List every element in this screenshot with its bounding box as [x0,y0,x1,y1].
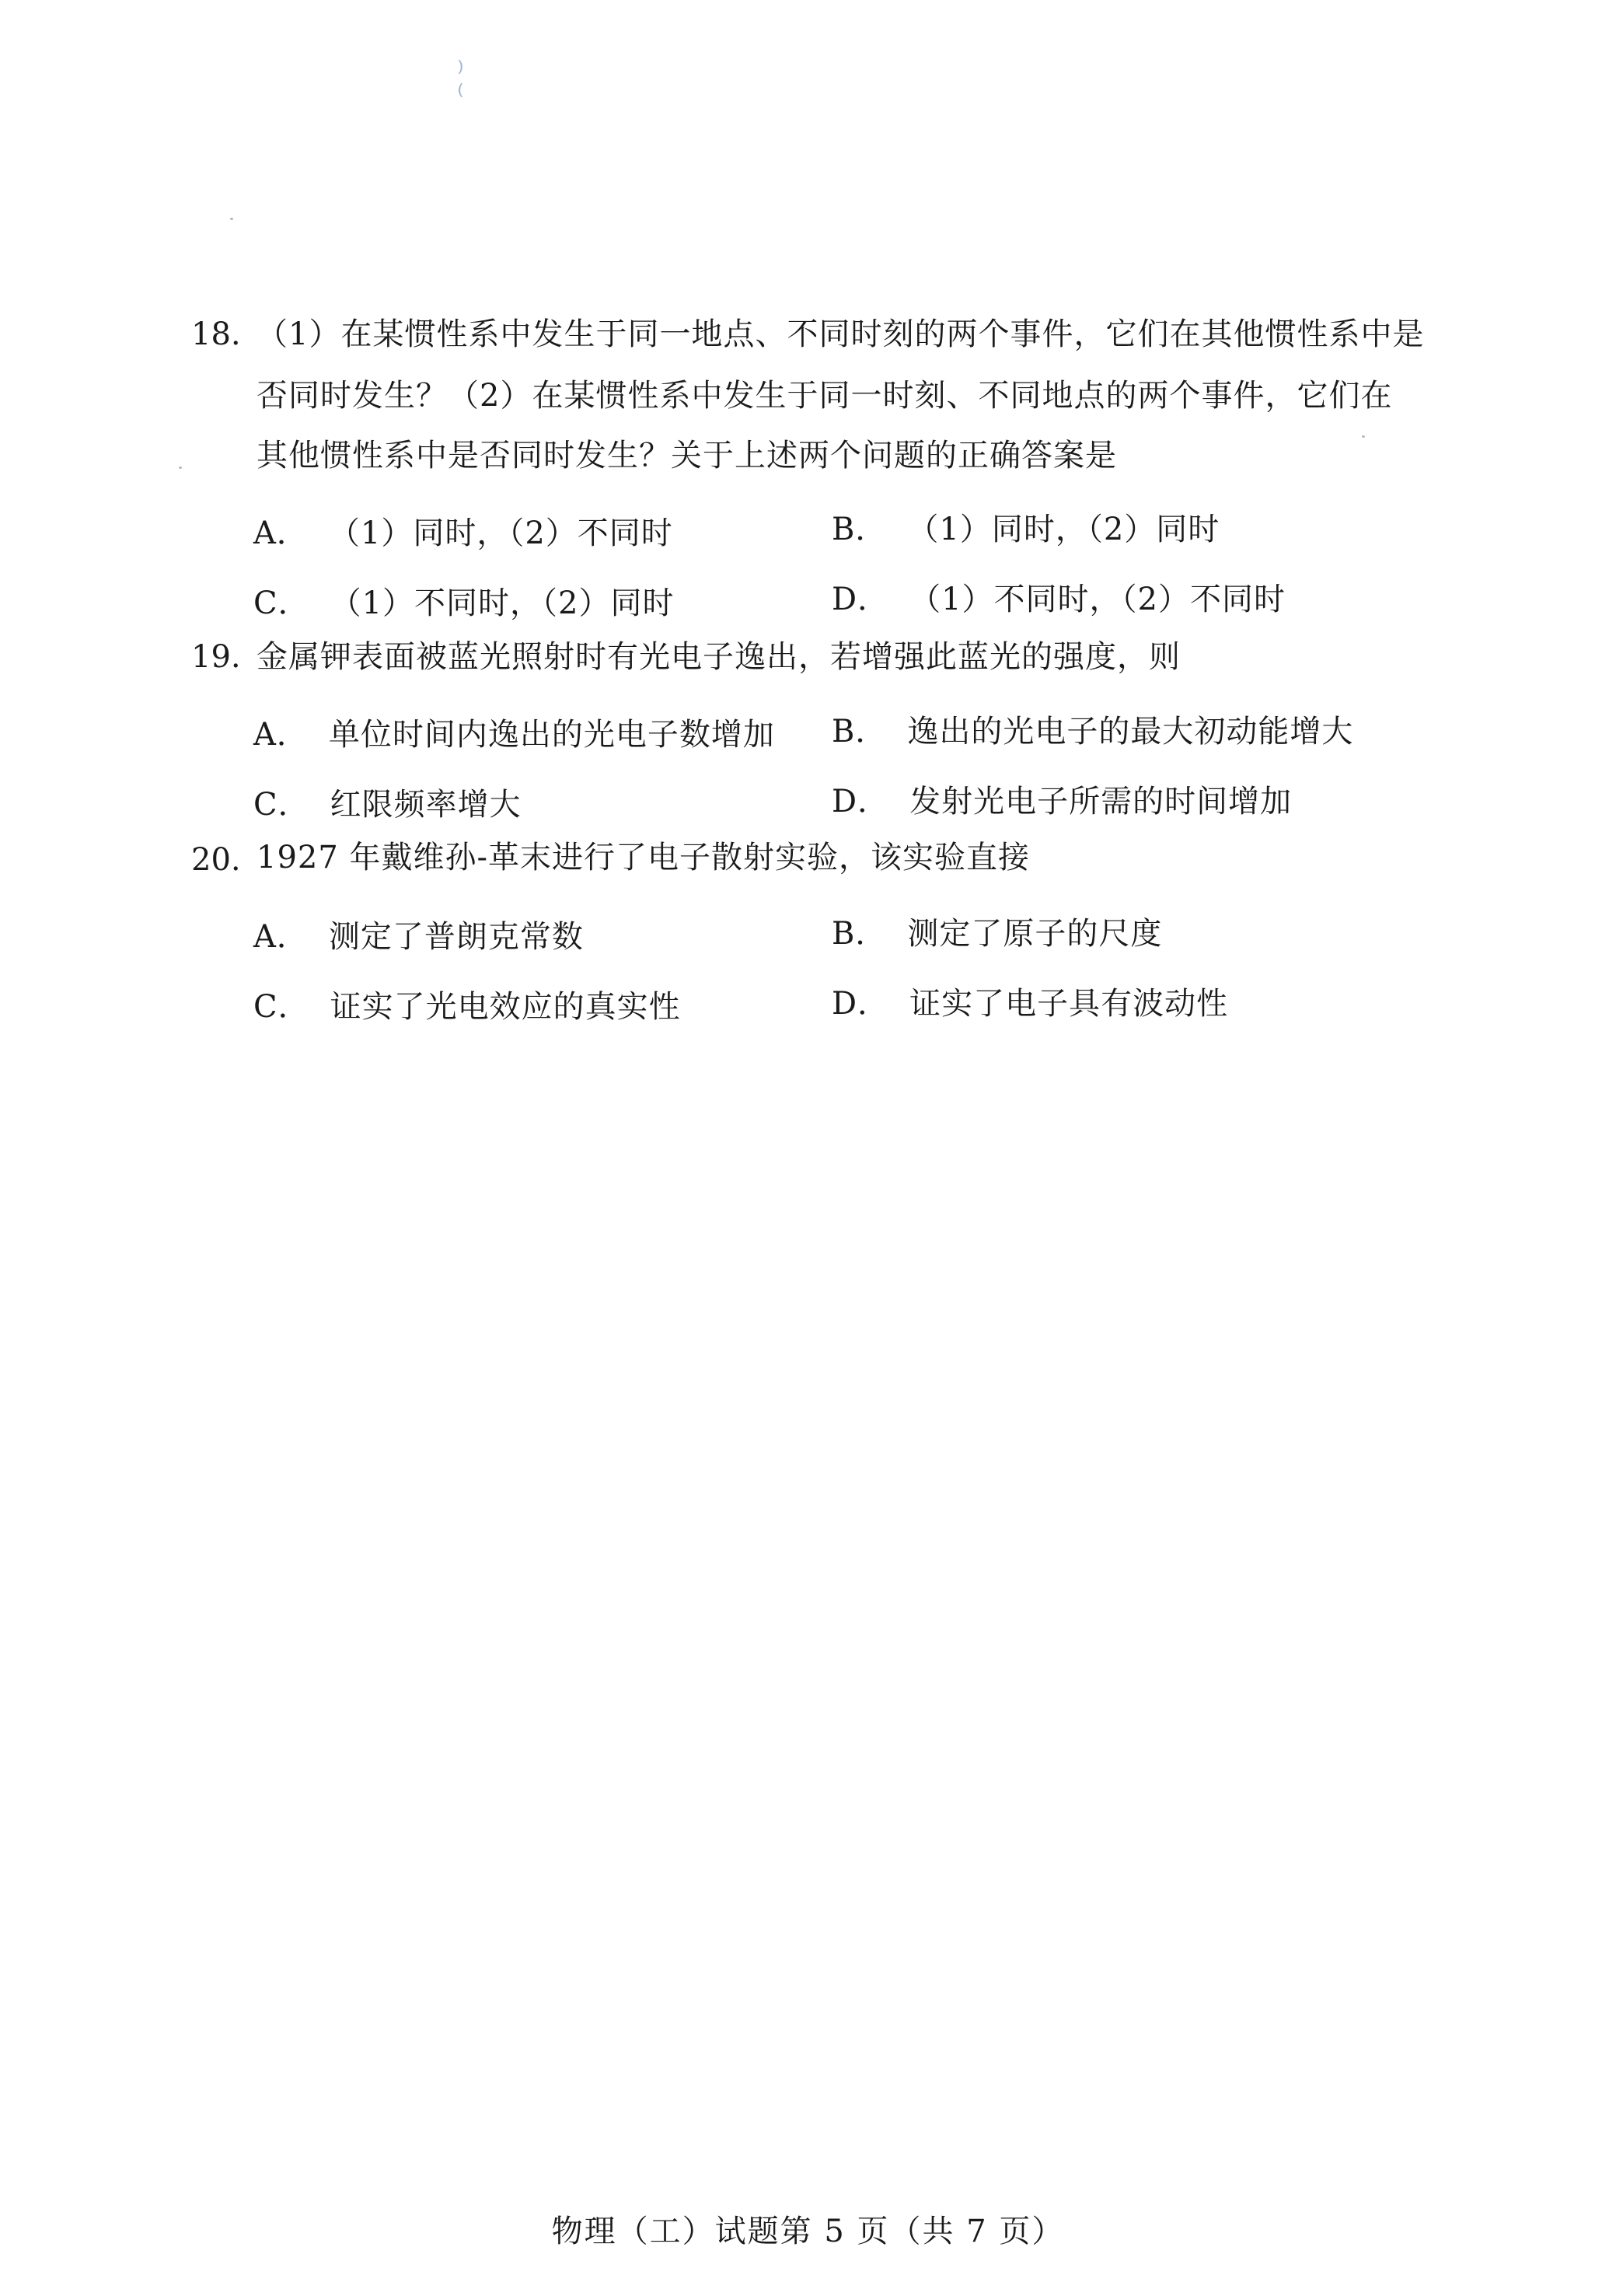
option-letter: A． [253,515,309,551]
question-text-line: 金属钾表面被蓝光照射时有光电子逸出，若增强此蓝光的强度，则 [257,639,1181,675]
option-text: 单位时间内逸出的光电子数增加 [328,717,775,753]
scan-speck [179,467,182,469]
option-text: 逸出的光电子的最大初动能增大 [907,714,1354,750]
option-letter: D． [832,986,890,1022]
option-letter: C． [253,787,310,823]
question-number: 19. [191,639,241,675]
question-text-line: 1927 年戴维孙-革末进行了电子散射实验，该实验直接 [257,840,1031,875]
option-d [832,969,1228,1039]
option-text: 证实了光电效应的真实性 [330,989,681,1025]
option-letter: A． [253,717,309,753]
option-b [832,697,1353,767]
question-number: 18. [191,316,241,352]
option-text: 测定了普朗克常数 [328,919,584,955]
option-text: （1）不同时，（2）不同时 [909,582,1286,617]
question-number: 20. [191,842,241,878]
option-b [832,494,1220,564]
option-b [832,899,1162,969]
option-a [253,498,673,568]
question-text-line: 其他惯性系中是否同时发生？关于上述两个问题的正确答案是 [257,438,1117,474]
option-letter: B． [832,714,888,750]
option-letter: B． [832,916,888,952]
option-letter: D． [832,582,890,617]
option-text: 发射光电子所需的时间增加 [909,784,1293,820]
question-text-line: 否同时发生？（2）在某惯性系中发生于同一时刻、不同地点的两个事件，它们在 [257,378,1393,414]
option-letter: B． [832,512,888,547]
option-text: （1）同时，（2）不同时 [328,515,673,551]
option-letter: C． [253,989,310,1025]
question-text-line: （1）在某惯性系中发生于同一地点、不同时刻的两个事件，它们在其他惯性系中是 [257,316,1425,352]
option-text: （1）同时，（2）同时 [907,512,1220,547]
option-text: 证实了电子具有波动性 [909,986,1229,1022]
option-text: （1）不同时，（2）同时 [330,585,675,621]
scan-speck [230,218,233,220]
option-a [253,700,775,770]
option-text: 测定了原子的尺度 [907,916,1163,952]
option-c [253,972,681,1042]
scan-mark: ⁾ ⁽ [457,56,464,111]
option-letter: A． [253,919,309,955]
page-footer: 物理（工）试题第 5 页（共 7 页） [551,2214,1065,2249]
option-a [253,902,584,972]
option-letter: C． [253,585,310,621]
scan-speck [1362,435,1365,438]
option-letter: D． [832,784,890,820]
option-text: 红限频率增大 [330,787,522,823]
